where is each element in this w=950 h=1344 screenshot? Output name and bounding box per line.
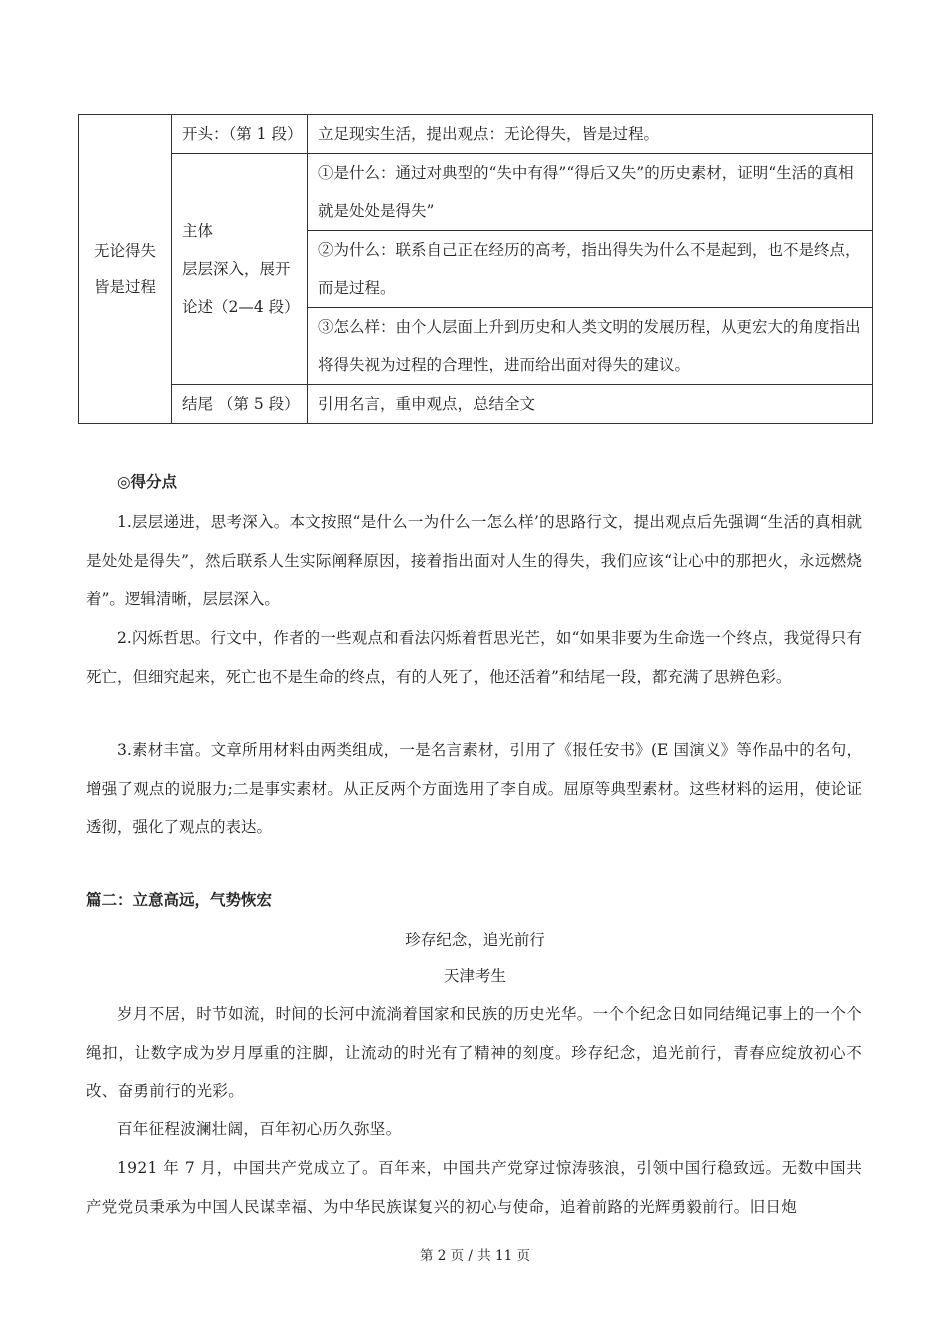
- table-row: [79, 385, 873, 424]
- outline-table: [78, 114, 873, 424]
- theme-cell: 无论得失皆是过程: [79, 115, 172, 424]
- desc-cell: ②为什么：联系自己正在经历的高考，指出得失为什么不是起到，也不是终点，而是过程。: [308, 231, 873, 308]
- part-cell: 结尾 （第 5 段）: [172, 385, 308, 424]
- essay-paragraph-3: 1921 年 7 月，中国共产党成立了。百年来，中国共产党穿过惊涛骇浪，引领中国行稳致远。无数中国共产党党员秉承为中国人民谋幸福、为中华民族谋复兴的初心与使命，追着前路的光辉勇毅前行。旧日炮: [86, 1159, 862, 1216]
- part-cell: 主体 层层深入，展开论述（2—4 段）: [172, 154, 308, 385]
- page-footer: 第 2 页 / 共 11 页: [419, 1248, 531, 1264]
- desc-cell: ①是什么：通过对典型的“失中有得”“得后又失”的历史素材，证明“生活的真相就是处处是得失”: [308, 154, 873, 231]
- essay-paragraph-2: 百年征程波澜壮阔，百年初心历久弥坚。: [117, 1120, 402, 1138]
- desc-cell: 引用名言，重申观点，总结全文: [308, 385, 873, 424]
- desc-cell: 立足现实生活，提出观点：无论得失，皆是过程。: [308, 115, 873, 154]
- score-point-2: 2.闪烁哲思。行文中，作者的一些观点和看法闪烁着哲思光芒，如“如果非要为生命选一个终点，我觉得只有死亡，但细究起来，死亡也不是生命的终点，有的人死了，他还活着”和结尾一段，都充满了思辨色彩。: [86, 629, 862, 686]
- table-row: [79, 115, 873, 154]
- section-heading: 篇二：立意高远，气势恢宏: [86, 891, 273, 909]
- score-point-1: 1.层层递进，思考深入。本文按照“是什么一为什么一怎么样’的思路行文，提出观点后先强调“生活的真相就是处处是得失”，然后联系人生实际阐释原因，接着指出面对人生的得失，我们应该“让心中的那把火，永远燃烧着”。逻辑清晰，层层深入。: [86, 513, 862, 608]
- score-heading: ◎得分点: [117, 473, 178, 491]
- desc-cell: ③怎么样：由个人层面上升到历史和人类文明的发展历程，从更宏大的角度指出将得失视为过程的合理性，进而给出面对得失的建议。: [308, 308, 873, 385]
- essay-paragraph-1: 岁月不居，时节如流，时间的长河中流淌着国家和民族的历史光华。一个个纪念日如同结绳记事上的一个个绳扣，让数字成为岁月厚重的注脚，让流动的时光有了精神的刻度。珍存纪念，追光前行，青春应绽放初心不改、奋勇前行的光彩。: [86, 1005, 862, 1100]
- part-cell: 开头：（第 1 段）: [172, 115, 308, 154]
- essay-author: 天津考生: [443, 967, 506, 985]
- essay-title: 珍存纪念，追光前行: [405, 931, 545, 949]
- table-row: [79, 154, 873, 231]
- score-point-3: 3.素材丰富。文章所用材料由两类组成，一是名言素材，引用了《报任安书》(E 国演义》等作品中的名句，增强了观点的说服力;二是事实素材。从正反两个方面选用了李自成。屈原等典型素材。这些材料的运用，使论证透彻，强化了观点的表达。: [86, 741, 862, 836]
